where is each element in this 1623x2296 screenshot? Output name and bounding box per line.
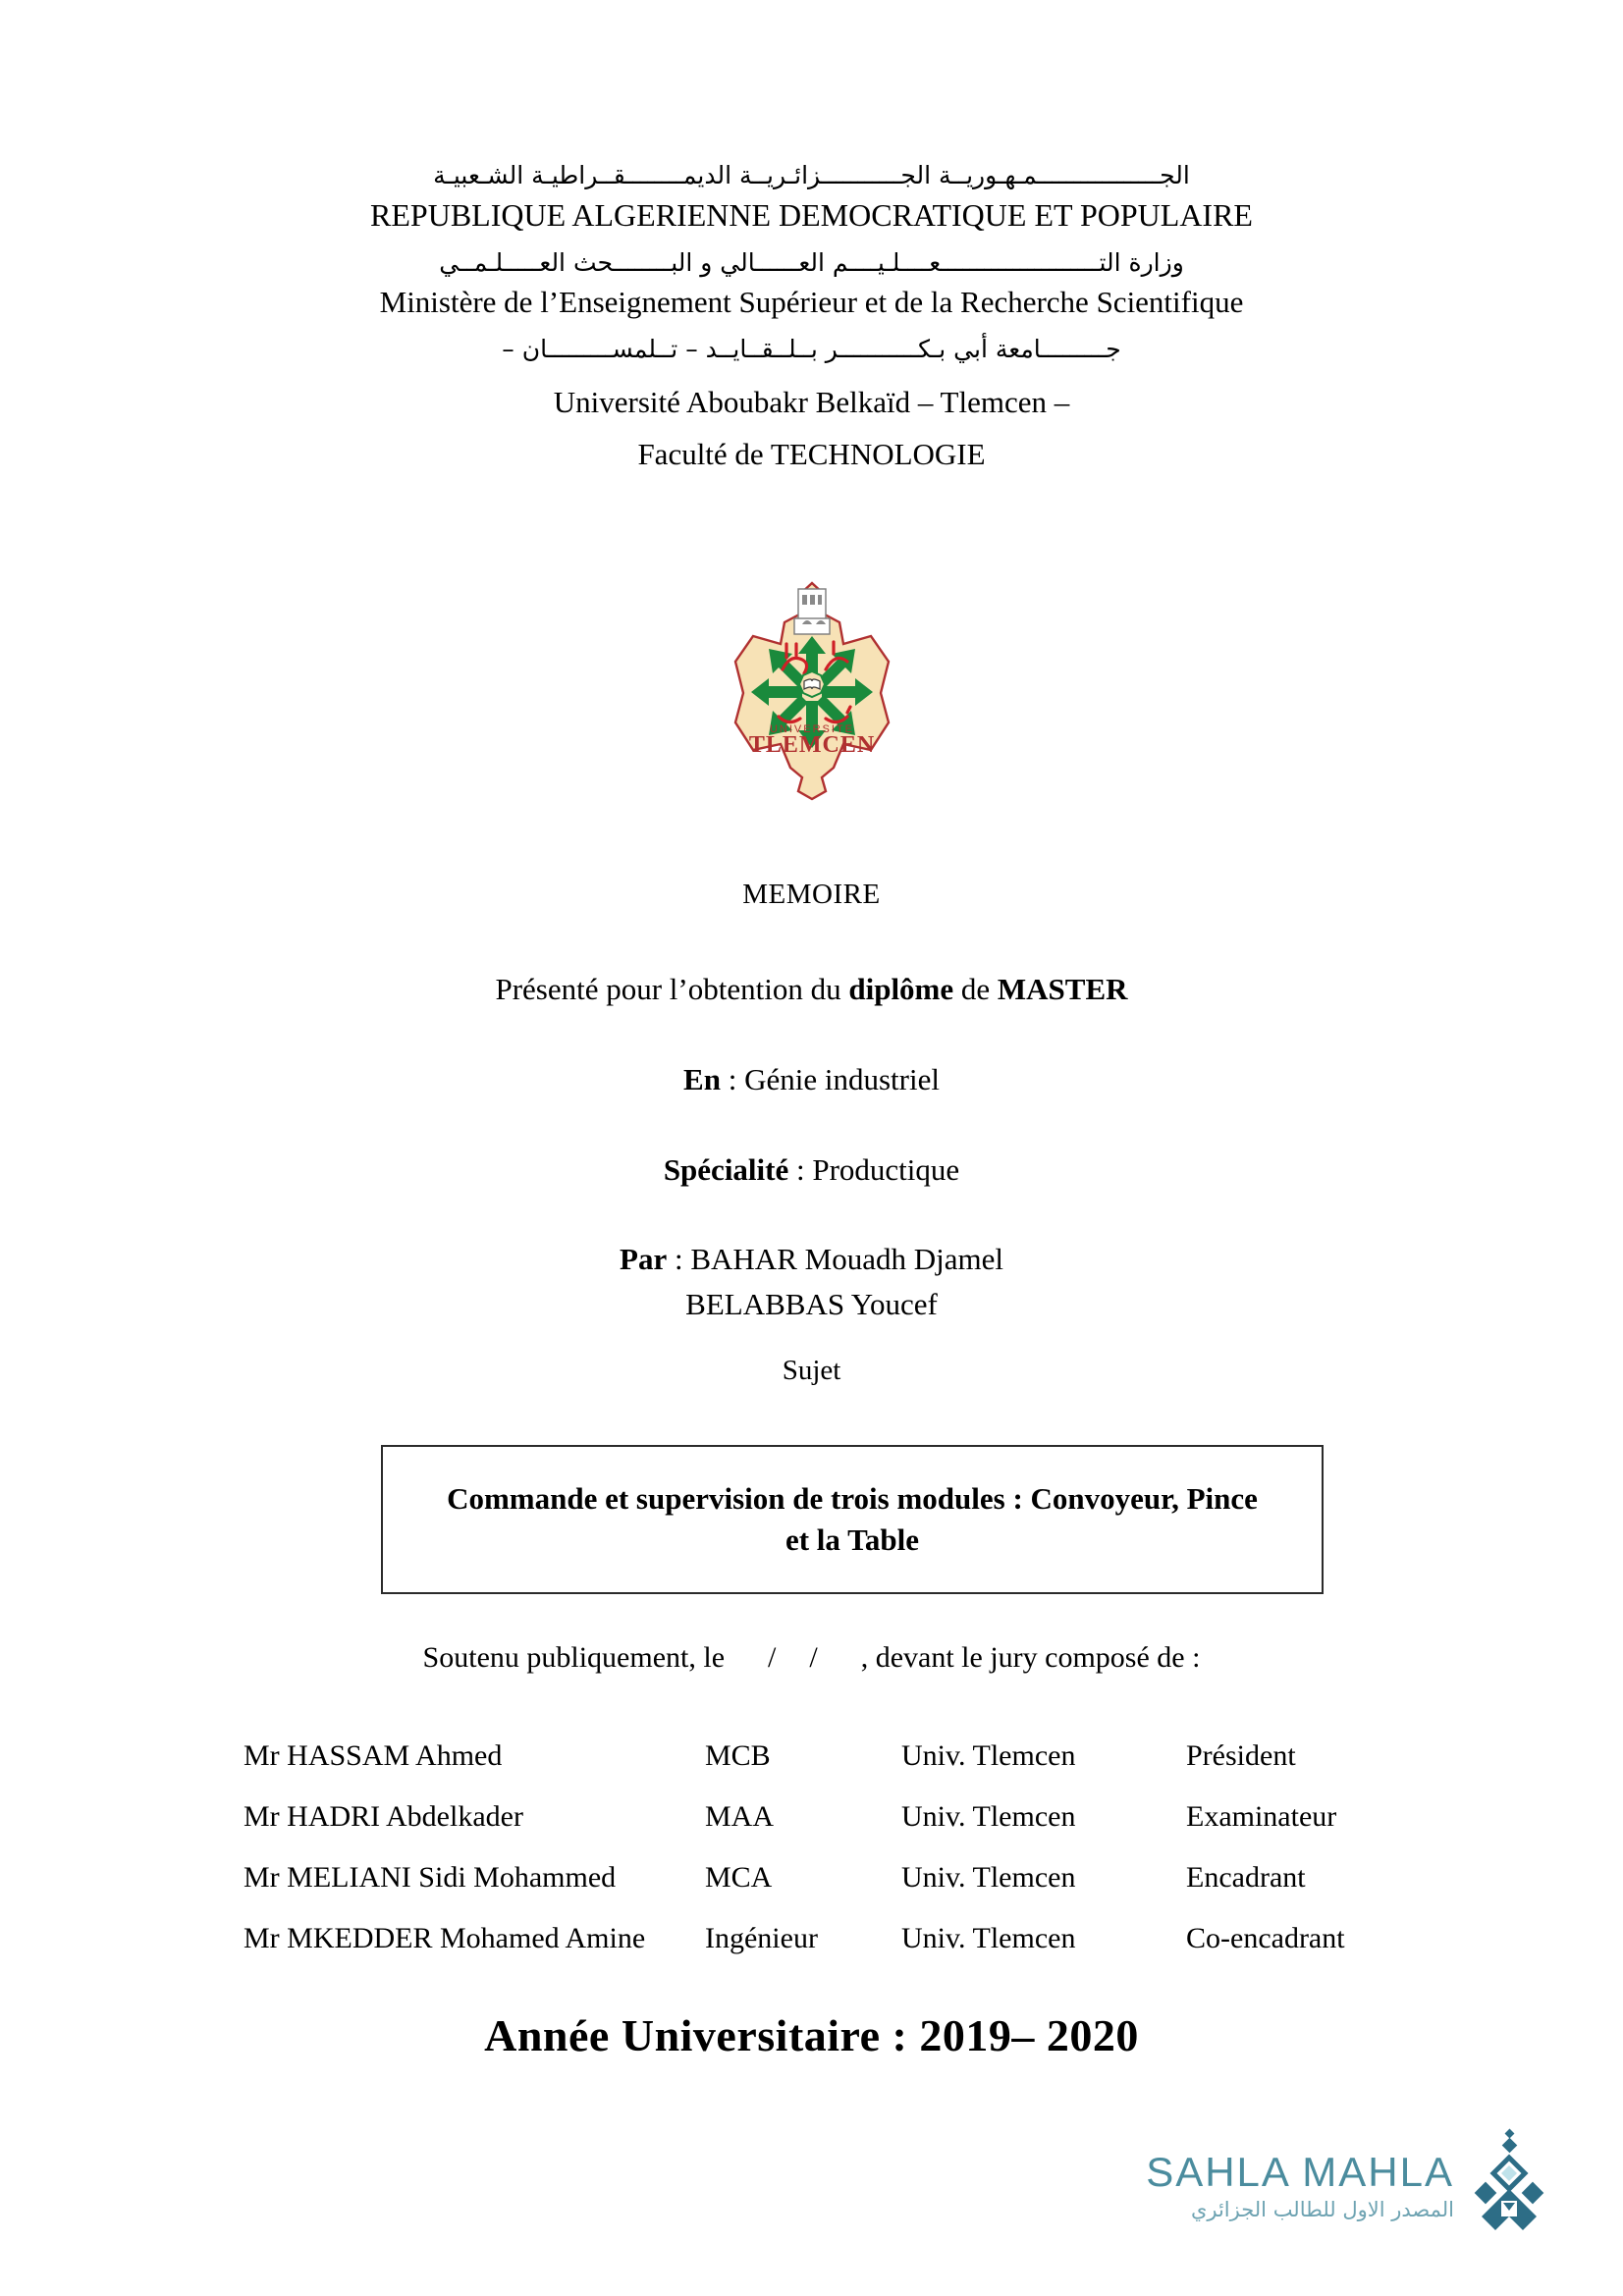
defense-suffix: , devant le jury composé de : [860, 1641, 1201, 1674]
field-en-separator: : [720, 1062, 745, 1096]
thesis-title-text [447, 1478, 1258, 1561]
field-en-label: En [683, 1062, 721, 1096]
sujet-label: Sujet [782, 1355, 841, 1386]
table-row [243, 1739, 1432, 1800]
memoire-block [0, 879, 1623, 1007]
academic-year: Année Universitaire : 2019– 2020 [484, 2010, 1139, 2060]
faculty-line: Faculté de TECHNOLOGIE [637, 437, 986, 472]
french-republic-line: REPUBLIQUE ALGERIENNE DEMOCRATIQUE ET POPULAIRE [370, 196, 1253, 233]
field-specialite-separator: : [788, 1152, 813, 1187]
field-par-separator: : [667, 1242, 691, 1276]
author-name-2-line [0, 1287, 1623, 1322]
svg-text:TLEMCEN: TLEMCEN [748, 732, 875, 758]
tlemcen-emblem-icon [724, 575, 900, 801]
jury-member-university: Univ. Tlemcen [901, 1800, 1076, 1833]
field-specialite-label: Spécialité [663, 1152, 789, 1187]
defense-date-slash-2: / [809, 1641, 818, 1674]
arabic-ministry-line: وزارة التــــــــــــــــــــــعــــلـيــــم العــــــالي و البــــــــحث العـــــلـمــي [439, 248, 1184, 278]
jury-member-university: Univ. Tlemcen [901, 1739, 1076, 1772]
field-en-value: Génie industriel [744, 1062, 940, 1096]
jury-member-grade: MCB [705, 1739, 771, 1772]
jury-member-grade: Ingénieur [705, 1922, 818, 1954]
arabic-republic-line: الجـــــــــــــــــمـهـوريــة الجـــــــــــزائـريــة الديمــــــــقــراطيـة الشـعبيـة [433, 161, 1190, 189]
french-ministry-line: Ministère de l’Enseignement Supérieur et de la Recherche Scientifique [379, 284, 1244, 319]
defense-prefix: Soutenu publiquement, le [422, 1641, 726, 1674]
jury-member-name: Mr HASSAM Ahmed [243, 1739, 503, 1772]
jury-member-grade: MCA [705, 1861, 773, 1894]
jury-member-name: Mr MELIANI Sidi Mohammed [243, 1861, 617, 1894]
thesis-title-box [381, 1445, 1324, 1594]
jury-member-role: Examinateur [1186, 1800, 1337, 1833]
thesis-title-line-2: et la Table [784, 1522, 920, 1557]
jury-table [243, 1739, 1432, 1983]
table-row [243, 1861, 1432, 1922]
french-university-line: Université Aboubakr Belkaïd – Tlemcen – [553, 384, 1070, 419]
university-logo [0, 575, 1623, 801]
field-par-label: Par [620, 1242, 668, 1276]
table-row [243, 1922, 1432, 1983]
defense-line [0, 1641, 1623, 1675]
jury-member-university: Univ. Tlemcen [901, 1861, 1076, 1894]
sahla-mahla-watermark [1146, 2128, 1554, 2245]
jury-member-role: Président [1186, 1739, 1296, 1772]
svg-text:UNIVERSITE: UNIVERSITE [769, 723, 854, 735]
watermark-text-group [1146, 2148, 1454, 2221]
arabic-university-line: جـــــــــامعة أبي بـكـــــــــــر بــلــقــايــد – تــلمســـــــــان – [502, 335, 1121, 364]
field-en [0, 1062, 1623, 1097]
jury-member-grade: MAA [705, 1800, 775, 1833]
presented-master-word: MASTER [997, 972, 1128, 1006]
author-name-1: BAHAR Mouadh Djamel [690, 1242, 1003, 1276]
table-row [243, 1800, 1432, 1861]
institutional-header [0, 162, 1623, 488]
presented-middle: de [953, 972, 998, 1006]
presented-prefix: Présenté pour l’obtention du [495, 972, 849, 1006]
presented-diplome-word: diplôme [848, 972, 954, 1006]
field-par [0, 1242, 1623, 1277]
jury-member-role: Co-encadrant [1186, 1922, 1345, 1954]
presented-for-line [0, 972, 1623, 1007]
memoire-label: MEMOIRE [742, 879, 881, 910]
watermark-title: SAHLA MAHLA [1146, 2148, 1454, 2195]
watermark-diamond-icon [1464, 2128, 1554, 2239]
jury-member-university: Univ. Tlemcen [901, 1922, 1076, 1954]
defense-date-slash-1: / [768, 1641, 777, 1674]
jury-member-name: Mr MKEDDER Mohamed Amine [243, 1922, 646, 1954]
jury-member-role: Encadrant [1186, 1861, 1306, 1894]
watermark-subtitle: المصدر الاول للطالب الجزائري [1190, 2197, 1454, 2221]
thesis-title-line-1: Commande et supervision de trois modules : Convoyeur, Pince [447, 1481, 1258, 1517]
jury-member-name: Mr HADRI Abdelkader [243, 1800, 523, 1833]
field-specialite-value: Productique [812, 1152, 960, 1187]
author-name-2: BELABBAS Youcef [685, 1287, 938, 1321]
field-specialite [0, 1152, 1623, 1188]
